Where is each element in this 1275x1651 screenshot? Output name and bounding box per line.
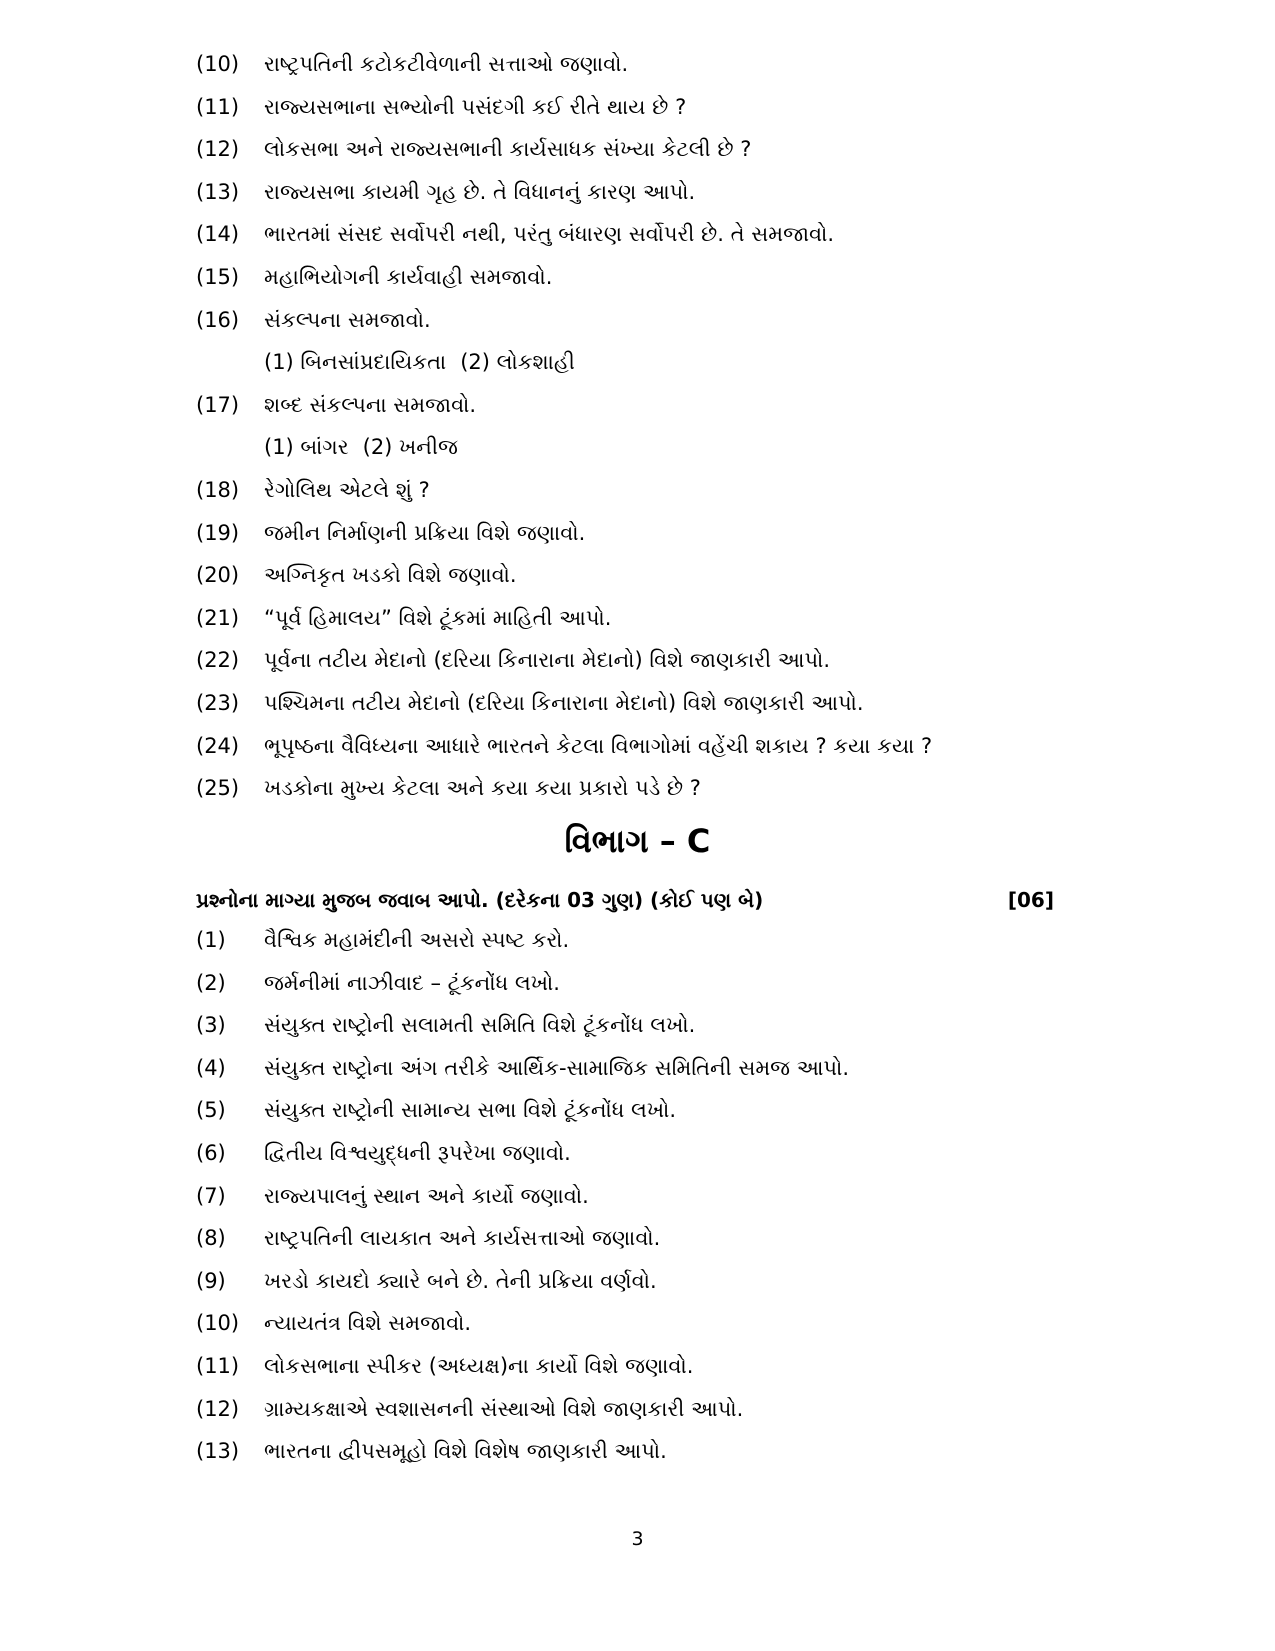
- question-number: (6): [196, 1140, 226, 1165]
- question-number: (13): [196, 1439, 240, 1464]
- question-text: લોકસભા અને રાજ્યસભાની કાર્યસાધક સંખ્યા કેટલી છે ?: [264, 137, 752, 162]
- question-number: (7): [196, 1183, 226, 1208]
- question-number: (14): [196, 222, 240, 247]
- question-text: ગ્રામ્યકક્ષાએ સ્વશાસનની સંસ્થાઓ વિશે જાણકારી આપો.: [264, 1396, 744, 1421]
- question-number: (12): [196, 1396, 240, 1421]
- question-text: રાષ્ટ્રપતિની કટોકટીવેળાની સત્તાઓ જણાવો.: [264, 52, 629, 76]
- question-item: [196, 563, 1076, 606]
- question-number: (4): [196, 1055, 226, 1080]
- question-item: [196, 1397, 1076, 1440]
- question-text: દ્વિતીય વિશ્વયુદ્ધની રૂપરેખા જણાવો.: [264, 1140, 571, 1165]
- question-text: સંયુક્ત રાષ્ટ્રોની સામાન્ય સભા વિશે ટૂંકનોંધ લખો.: [264, 1098, 677, 1123]
- question-text: શબ્દ સંકલ્પના સમજાવો.: [264, 392, 477, 417]
- question-number: (5): [196, 1098, 226, 1123]
- question-text: અગ્નિકૃત ખડકો વિશે જણાવો.: [264, 563, 517, 588]
- question-number: (23): [196, 690, 240, 715]
- section-b-question-list: [196, 52, 1076, 819]
- question-item: [196, 1056, 1076, 1099]
- question-item: [196, 393, 1076, 436]
- question-number: (24): [196, 733, 240, 758]
- question-item: [196, 734, 1076, 777]
- question-item: [196, 1354, 1076, 1397]
- question-item: [196, 606, 1076, 649]
- question-item: [196, 1439, 1076, 1482]
- question-item: [196, 52, 1076, 95]
- section-c-marks: [06]: [1007, 888, 1054, 912]
- question-item: [196, 478, 1076, 521]
- question-text: રાષ્ટ્રપતિની લાયકાત અને કાર્યસત્તાઓ જણાવો.: [264, 1226, 661, 1251]
- question-text: વૈશ્વિક મહામંદીની અસરો સ્પષ્ટ કરો.: [264, 928, 570, 952]
- question-number: (10): [196, 1311, 240, 1336]
- question-text: પશ્ચિમના તટીય મેદાનો (દરિયા કિનારાના મેદાનો) વિશે જાણકારી આપો.: [264, 690, 864, 715]
- question-number: (3): [196, 1013, 226, 1038]
- question-item: [196, 308, 1076, 351]
- question-number: (11): [196, 94, 240, 119]
- question-text: સંયુક્ત રાષ્ટ્રોના અંગ તરીકે આર્થિક-સામાજિક સમિતિની સમજ આપો.: [264, 1055, 849, 1080]
- question-subitems: [196, 435, 1076, 478]
- question-text: પૂર્વના તટીય મેદાનો (દરિયા કિનારાના મેદાનો) વિશે જાણકારી આપો.: [264, 648, 831, 673]
- question-number: (13): [196, 179, 240, 204]
- question-text: ખરડો કાયદો ક્યારે બને છે. તેની પ્રક્રિયા વર્ણવો.: [264, 1268, 657, 1293]
- section-c-instruction-row: [196, 888, 1054, 912]
- section-c-heading: વિભાગ – C: [564, 822, 711, 860]
- question-number: (2): [196, 970, 226, 995]
- question-item: [196, 971, 1076, 1014]
- question-number: (9): [196, 1268, 226, 1293]
- question-text: મહાભિયોગની કાર્યવાહી સમજાવો.: [264, 264, 553, 289]
- question-item: [196, 648, 1076, 691]
- question-text: સંયુક્ત રાષ્ટ્રોની સલામતી સમિતિ વિશે ટૂંકનોંધ લખો.: [264, 1013, 696, 1038]
- question-text: રાજ્યસભાના સભ્યોની પસંદગી કઈ રીતે થાય છે ?: [264, 94, 687, 119]
- question-number: (11): [196, 1353, 240, 1378]
- question-text: જમીન નિર્માણની પ્રક્રિયા વિશે જણાવો.: [264, 520, 586, 545]
- question-number: (1): [196, 928, 226, 952]
- question-number: (22): [196, 648, 240, 673]
- question-text: “પૂર્વ હિમાલય” વિશે ટૂંકમાં માહિતી આપો.: [264, 605, 612, 630]
- question-item: [196, 691, 1076, 734]
- question-item: [196, 222, 1076, 265]
- question-number: (21): [196, 605, 240, 630]
- question-item: [196, 1184, 1076, 1227]
- question-text: ખડકોના મુખ્ય કેટલા અને કયા કયા પ્રકારો પડે છે ?: [264, 776, 701, 801]
- question-item: [196, 180, 1076, 223]
- question-subitems: [196, 350, 1076, 393]
- question-number: (8): [196, 1226, 226, 1251]
- question-text: ભારતમાં સંસદ સર્વોપરી નથી, પરંતુ બંધારણ સર્વોપરી છે. તે સમજાવો.: [264, 222, 835, 247]
- question-number: (17): [196, 392, 240, 417]
- question-item: [196, 1311, 1076, 1354]
- question-item: [196, 1226, 1076, 1269]
- question-number: (19): [196, 520, 240, 545]
- question-text: સંકલ્પના સમજાવો.: [264, 307, 431, 332]
- subitem-text: (1) બાંગર: [264, 435, 349, 460]
- question-text: ભૂપૃષ્ઠના વૈવિધ્યના આધારે ભારતને કેટલા વિભાગોમાં વહેંચી શકાય ? કયા કયા ?: [264, 733, 933, 758]
- question-item: [196, 1098, 1076, 1141]
- question-text: ન્યાયતંત્ર વિશે સમજાવો.: [264, 1311, 472, 1336]
- subitem-text: (1) બિનસાંપ્રદાયિકતા: [264, 350, 447, 375]
- page-number: 3: [631, 1528, 644, 1550]
- subitem-text: (2) ખનીજ: [362, 435, 458, 460]
- question-number: (18): [196, 477, 240, 502]
- section-c-instruction: પ્રશ્નોના માગ્યા મુજબ જવાબ આપો. (દરેકના 03 ગુણ) (કોઈ પણ બે): [196, 888, 764, 912]
- question-number: (16): [196, 307, 240, 332]
- question-text: રાજ્યસભા કાયમી ગૃહ છે. તે વિધાનનું કારણ આપો.: [264, 179, 696, 204]
- question-item: [196, 928, 1076, 971]
- subitem-text: (2) લોકશાહી: [460, 350, 575, 375]
- question-item: [196, 1013, 1076, 1056]
- question-number: (15): [196, 264, 240, 289]
- question-text: જર્મનીમાં નાઝીવાદ – ટૂંકનોંધ લખો.: [264, 970, 560, 995]
- question-number: (25): [196, 776, 240, 801]
- question-item: [196, 1141, 1076, 1184]
- question-text: રાજ્યપાલનું સ્થાન અને કાર્યો જણાવો.: [264, 1183, 589, 1208]
- question-item: [196, 521, 1076, 564]
- question-item: [196, 776, 1076, 819]
- question-text: રેગોલિથ એટલે શું ?: [264, 477, 430, 502]
- question-text: લોકસભાના સ્પીકર (અધ્યક્ષ)ના કાર્યો વિશે જણાવો.: [264, 1353, 694, 1378]
- question-item: [196, 137, 1076, 180]
- question-item: [196, 265, 1076, 308]
- question-item: [196, 95, 1076, 138]
- question-number: (20): [196, 563, 240, 588]
- question-text: ભારતના દ્વીપસમૂહો વિશે વિશેષ જાણકારી આપો.: [264, 1439, 667, 1464]
- question-number: (10): [196, 52, 240, 76]
- question-item: [196, 1269, 1076, 1312]
- question-number: (12): [196, 137, 240, 162]
- section-c-question-list: [196, 928, 1076, 1482]
